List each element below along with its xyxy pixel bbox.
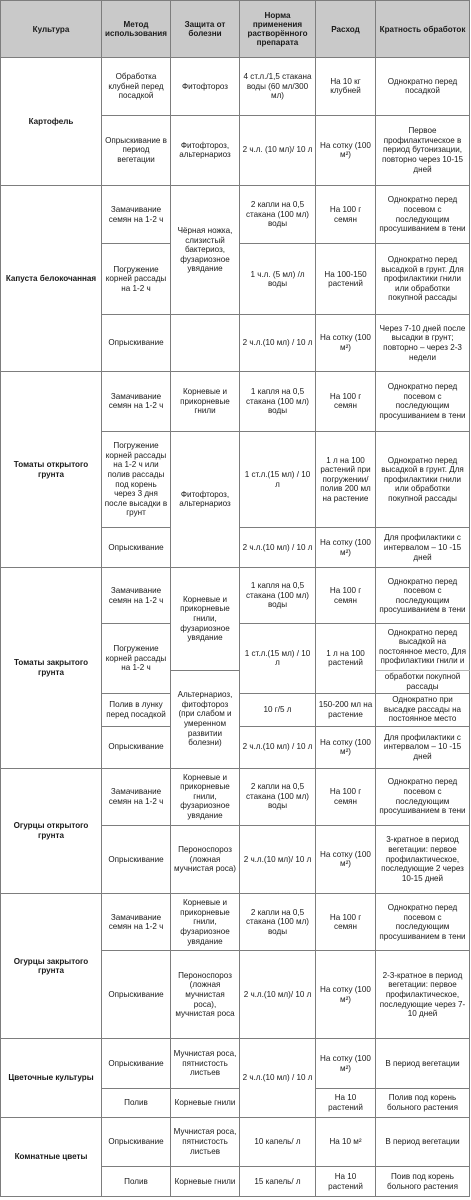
method-cell: Опрыскивание <box>102 951 171 1039</box>
frequency-cell: Первое профилактическое в период бутонизации, повторно через 10-15 дней <box>376 115 470 185</box>
method-cell: Опрыскивание <box>102 528 171 568</box>
norm-cell: 2 капли на 0,5 стакана (100 мл) воды <box>240 186 316 244</box>
crop-cell: Комнатные цветы <box>1 1117 102 1196</box>
frequency-cell: Однократно перед высадкой в грунт. Для профилактики гнили или обработки покупной рассады <box>376 244 470 314</box>
method-cell: Полив в лунку перед посадкой <box>102 693 171 726</box>
frequency-cell: обработки покупной рассады <box>376 670 470 693</box>
protection-cell: Корневые гнили <box>171 1167 240 1197</box>
protection-cell: Корневые и прикорневые гнили, фузариозное увядание <box>171 768 240 825</box>
frequency-cell: Однократно перед посевом с последующим просушиванием в тени <box>376 372 470 431</box>
frequency-cell: Однократно перед посадкой <box>376 58 470 115</box>
method-cell: Опрыскивание <box>102 314 171 371</box>
consumption-cell: На 10 растений <box>316 1088 376 1117</box>
frequency-cell: Однократно перед высадкой в грунт. Для профилактики гнили или обработки покупной рассады <box>376 431 470 528</box>
header-frequency: Кратность обработок <box>376 1 470 58</box>
protection-cell: Корневые и прикорневые гнили, фузариозное увядание <box>171 568 240 670</box>
method-cell: Замачивание семян на 1-2 ч <box>102 372 171 431</box>
consumption-cell: На сотку (100 м²) <box>316 726 376 768</box>
protection-cell: Корневые гнили <box>171 1088 240 1117</box>
norm-cell: 2 ч.л.(10 мл) / 10 л <box>240 528 316 568</box>
frequency-cell: Через 7-10 дней после высадки в грунт; повторно – через 2-3 недели <box>376 314 470 371</box>
method-cell: Замачивание семян на 1-2 ч <box>102 186 171 244</box>
norm-cell: 2 ч.л.(10 мл)/ 10 л <box>240 825 316 893</box>
crop-cell: Огурцы открытого грунта <box>1 768 102 894</box>
norm-cell: 1 капля на 0,5 стакана (100 мл) воды <box>240 568 316 624</box>
consumption-cell: На 100 г семян <box>316 372 376 431</box>
norm-cell: 10 капель/ л <box>240 1117 316 1167</box>
norm-cell: 1 ст.л.(15 мл) / 10 л <box>240 624 316 693</box>
table-row <box>1 768 470 825</box>
protection-cell: Пероноспороз (ложная мучнистая роса), мучнистая роса <box>171 951 240 1039</box>
norm-cell: 2 капли на 0,5 стакана (100 мл) воды <box>240 768 316 825</box>
consumption-cell: На 100-150 растений <box>316 244 376 314</box>
protection-cell: Фитофтороз, альтернариоз <box>171 115 240 185</box>
protection-cell <box>171 314 240 371</box>
table-row <box>1 1039 470 1089</box>
frequency-cell: Полив под корень больного растения <box>376 1088 470 1117</box>
method-cell: Опрыскивание в период вегетации <box>102 115 171 185</box>
consumption-cell: На 10 м² <box>316 1117 376 1167</box>
method-cell: Замачивание семян на 1-2 ч <box>102 894 171 951</box>
norm-cell: 1 ч.л. (5 мл) /л воды <box>240 244 316 314</box>
method-cell: Опрыскивание <box>102 1039 171 1089</box>
crop-cell: Огурцы закрытого грунта <box>1 894 102 1039</box>
norm-cell: 2 ч.л.(10 мл) / 10 л <box>240 314 316 371</box>
frequency-cell: Для профилактики с интервалом – 10 -15 дней <box>376 726 470 768</box>
frequency-cell: Однократно перед посевом с последующим просушиванием в тени <box>376 768 470 825</box>
norm-cell: 2 ч.л.(10 мл) / 10 л <box>240 726 316 768</box>
consumption-cell: На 100 г семян <box>316 768 376 825</box>
norm-cell: 2 ч.л.(10 мл) / 10 л <box>240 1039 316 1117</box>
header-consumption: Расход <box>316 1 376 58</box>
consumption-cell: На сотку (100 м²) <box>316 115 376 185</box>
protection-cell: Мучнистая роса, пятнистость листьев <box>171 1117 240 1167</box>
frequency-cell: Для профилактики с интервалом – 10 -15 дней <box>376 528 470 568</box>
crop-cell: Картофель <box>1 58 102 186</box>
header-method: Метод использования <box>102 1 171 58</box>
crop-cell: Цветочные культуры <box>1 1039 102 1117</box>
method-cell: Полив <box>102 1088 171 1117</box>
protection-cell: Корневые и прикорневые гнили, фузариозное увядание <box>171 894 240 951</box>
consumption-cell: 1 л на 100 растений <box>316 624 376 693</box>
norm-cell: 15 капель/ л <box>240 1167 316 1197</box>
method-cell: Полив <box>102 1167 171 1197</box>
consumption-cell: На 100 г семян <box>316 568 376 624</box>
consumption-cell: На сотку (100 м²) <box>316 314 376 371</box>
method-cell: Замачивание семян на 1-2 ч <box>102 568 171 624</box>
consumption-cell: На 10 кг клубней <box>316 58 376 115</box>
frequency-cell: Однократно перед посевом с последующим просушиванием в тени <box>376 894 470 951</box>
frequency-cell: Поив под корень больного растения <box>376 1167 470 1197</box>
method-cell: Погружение корней рассады на 1-2 ч или полив рассады под корень через 3 дня после высадки в грунт <box>102 431 171 528</box>
protection-cell: Мучнистая роса, пятнистость листьев <box>171 1039 240 1089</box>
protection-cell: Корневые и прикорневые гнили <box>171 372 240 431</box>
frequency-cell: В период вегетации <box>376 1039 470 1089</box>
consumption-cell: На сотку (100 м²) <box>316 1039 376 1089</box>
consumption-cell: На сотку (100 м²) <box>316 528 376 568</box>
crop-cell: Томаты закрытого грунта <box>1 568 102 768</box>
consumption-cell: 1 л на 100 растений при погружении/ полив 200 мл на растение <box>316 431 376 528</box>
method-cell: Опрыскивание <box>102 825 171 893</box>
protection-cell: Фитофтороз, альтернариоз <box>171 431 240 568</box>
norm-cell: 4 ст.л./1,5 стакана воды (60 мл/300 мл) <box>240 58 316 115</box>
norm-cell: 2 ч.л.(10 мл)/ 10 л <box>240 951 316 1039</box>
protection-cell: Фитофтороз <box>171 58 240 115</box>
header-norm: Норма применения растворённого препарата <box>240 1 316 58</box>
protection-cell: Чёрная ножка, слизистый бактериоз, фузариозное увядание <box>171 186 240 315</box>
table-row <box>1 186 470 244</box>
table-row <box>1 58 470 115</box>
method-cell: Погружение корней рассады на 1-2 ч <box>102 244 171 314</box>
consumption-cell: 150-200 мл на растение <box>316 693 376 726</box>
frequency-cell: Однократно при высадке рассады на постоянное место <box>376 693 470 726</box>
header-crop: Культура <box>1 1 102 58</box>
consumption-cell: На сотку (100 м²) <box>316 825 376 893</box>
frequency-cell: Однократно перед посевом с последующим просушиванием в тени <box>376 568 470 624</box>
frequency-cell: В период вегетации <box>376 1117 470 1167</box>
crop-cell: Томаты открытого грунта <box>1 372 102 568</box>
consumption-cell: На 100 г семян <box>316 894 376 951</box>
frequency-cell: 3-кратное в период вегетации: первое профилактическое, последующие 2 через 10-15 дней <box>376 825 470 893</box>
norm-cell: 10 г/5 л <box>240 693 316 726</box>
consumption-cell: На 100 г семян <box>316 186 376 244</box>
norm-cell: 1 ст.л.(15 мл) / 10 л <box>240 431 316 528</box>
table-row <box>1 568 470 624</box>
method-cell: Погружение корней рассады на 1-2 ч <box>102 624 171 693</box>
table-row <box>1 894 470 951</box>
method-cell: Обработка клубней перед посадкой <box>102 58 171 115</box>
header-row <box>1 1 470 58</box>
frequency-cell: Однократно перед высадкой на постоянное место, Для профилактики гнили и <box>376 624 470 670</box>
consumption-cell: На 10 растений <box>316 1167 376 1197</box>
frequency-cell: Однократно перед посевом с последующим просушиванием в тени <box>376 186 470 244</box>
norm-cell: 1 капля на 0,5 стакана (100 мл) воды <box>240 372 316 431</box>
protection-cell: Альтернариоз, фитофтороз (при слабом и умеренном развитии болезни) <box>171 670 240 768</box>
table-row <box>1 1117 470 1167</box>
method-cell: Замачивание семян на 1-2 ч <box>102 768 171 825</box>
table-row <box>1 372 470 431</box>
protection-cell: Пероноспороз (ложная мучнистая роса) <box>171 825 240 893</box>
method-cell: Опрыскивание <box>102 726 171 768</box>
crop-cell: Капуста белокочанная <box>1 186 102 372</box>
consumption-cell: На сотку (100 м²) <box>316 951 376 1039</box>
method-cell: Опрыскивание <box>102 1117 171 1167</box>
norm-cell: 2 капли на 0,5 стакана (100 мл) воды <box>240 894 316 951</box>
frequency-cell: 2-3-кратное в период вегетации: первое профилактическое, последующие через 7-10 дней <box>376 951 470 1039</box>
header-protection: Защита от болезни <box>171 1 240 58</box>
norm-cell: 2 ч.л. (10 мл)/ 10 л <box>240 115 316 185</box>
